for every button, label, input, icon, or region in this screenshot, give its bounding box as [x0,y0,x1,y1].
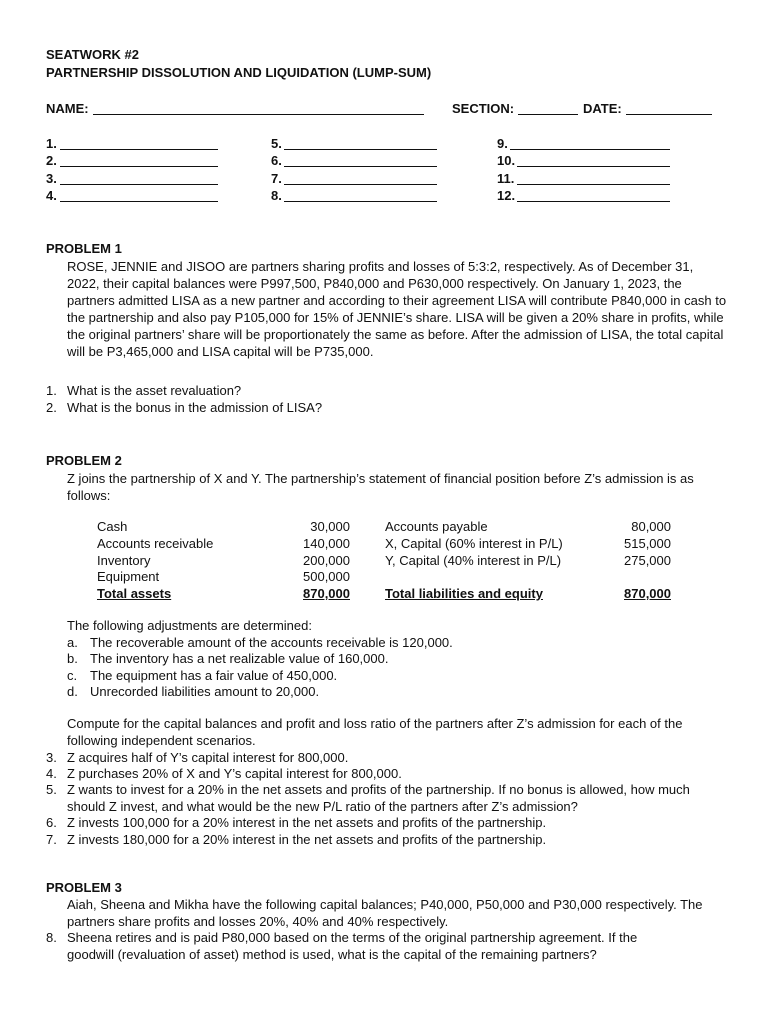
section-label: SECTION: [452,101,515,116]
problem1-text: ROSE, JENNIE and JISOO are partners sharing profits and losses of 5:3:2, respectively. As of December 31, 2022, their capital balances were P997,500, P840,000 and P630,000 respectively. On January 1, 2023, the partners admitted LISA as a new partner and according to their agreement LISA will contribute P840,000 in cash to the partnership and also pay P105,000 for 15% of JENNIE’s share. LISA will be given a 20% share in profits, while the original partners’ share will be proportionately the same as before. After the admission of LISA, the total capital will be P3,465,000 and LISA capital will be P735,000. [67,259,727,359]
date-blank[interactable] [626,114,712,115]
adjustment-letter: b. [67,651,78,666]
answer-number: 3. [46,171,57,186]
problem1-heading: PROBLEM 1 [46,241,122,256]
answer-number: 9. [497,136,508,151]
answer-blank[interactable] [284,184,437,185]
question-text: Z acquires half of Y’s capital interest for 800,000. [67,750,349,765]
question-number: 8. [46,930,57,945]
answer-blank[interactable] [284,149,437,150]
question-number: 3. [46,750,57,765]
problem2-heading: PROBLEM 2 [46,453,122,468]
asset-label: Accounts receivable [97,536,214,551]
answer-number: 12. [497,188,516,203]
total-assets-label: Total assets [97,586,172,601]
question-number: 2. [46,400,57,415]
adjustments-intro: The following adjustments are determined: [67,618,312,633]
liability-value: 515,000 [624,536,671,551]
question-text: Z invests 100,000 for a 20% interest in the net assets and profits of the partnership. [67,815,547,830]
question-number: 6. [46,815,57,830]
problem3-heading: PROBLEM 3 [46,880,122,895]
adjustment-text: The recoverable amount of the accounts receivable is 120,000. [90,635,453,650]
answer-number: 8. [271,188,282,203]
answer-blank[interactable] [60,201,218,202]
answer-blank[interactable] [60,184,218,185]
question-text: What is the bonus in the admission of LISA? [67,400,323,415]
question-text: Z wants to invest for a 20% in the net assets and profits of the partnership. If no bonus is allowed, how much should Z invest, and what would be the new P/L ratio of the partners after Z’s admission? [67,782,690,814]
liability-label: Y, Capital (40% interest in P/L) [385,553,562,568]
answer-number: 7. [271,171,282,186]
compute-text: Compute for the capital balances and profit and loss ratio of the partners after Z’s admission for each of the following independent scenarios. [67,716,683,748]
asset-value: 140,000 [303,536,350,551]
adjustment-text: The equipment has a fair value of 450,000. [90,668,338,683]
answer-blank[interactable] [284,166,437,167]
total-liabilities-label: Total liabilities and equity [385,586,543,601]
question-text: Sheena retires and is paid P80,000 based on the terms of the original partnership agreement. If the goodwill (revaluation of asset) method is used, what is the capital of the remaining partners? [67,930,638,962]
answer-number: 5. [271,136,282,151]
asset-label: Cash [97,519,128,534]
asset-label: Equipment [97,569,160,584]
answer-blank[interactable] [60,149,218,150]
section-blank[interactable] [518,114,578,115]
question-text: Z purchases 20% of X and Y’s capital interest for 800,000. [67,766,402,781]
question-number: 4. [46,766,57,781]
adjustment-letter: c. [67,668,78,683]
answer-number: 11. [497,171,515,186]
question-number: 5. [46,782,57,797]
name-label: NAME: [46,101,89,116]
adjustment-text: The inventory has a net realizable value of 160,000. [90,651,389,666]
total-assets-value: 870,000 [303,586,350,601]
adjustment-letter: d. [67,684,78,699]
answer-number: 1. [46,136,57,151]
answer-blank[interactable] [517,184,670,185]
problem3-text: Aiah, Sheena and Mikha have the following capital balances; P40,000, P50,000 and P30,000 respectively. The partners share profits and losses 20%, 40% and 40% respectively. [67,897,703,929]
asset-value: 30,000 [310,519,350,534]
answer-blank[interactable] [517,201,670,202]
answer-blank[interactable] [284,201,437,202]
answer-number: 2. [46,153,57,168]
liability-label: X, Capital (60% interest in P/L) [385,536,563,551]
answer-number: 10. [497,153,516,168]
date-label: DATE: [583,101,622,116]
adjustment-text: Unrecorded liabilities amount to 20,000. [90,684,320,699]
adjustment-letter: a. [67,635,78,650]
liability-label: Accounts payable [385,519,488,534]
asset-value: 500,000 [303,569,350,584]
worksheet-subtitle: PARTNERSHIP DISSOLUTION AND LIQUIDATION (LUMP-SUM) [46,65,432,80]
asset-value: 200,000 [303,553,350,568]
question-text: What is the asset revaluation? [67,383,242,398]
worksheet-title: SEATWORK #2 [46,47,139,62]
question-number: 7. [46,832,57,847]
asset-label: Inventory [97,553,151,568]
answer-number: 4. [46,188,57,203]
question-text: Z invests 180,000 for a 20% interest in the net assets and profits of the partnership. [67,832,547,847]
liability-value: 80,000 [631,519,671,534]
liability-value: 275,000 [624,553,671,568]
total-liabilities-value: 870,000 [624,586,671,601]
answer-blank[interactable] [517,166,670,167]
problem2-intro: Z joins the partnership of X and Y. The partnership’s statement of financial position before Z’s admission is as follows: [67,471,694,503]
answer-blank[interactable] [60,166,218,167]
answer-blank[interactable] [510,149,670,150]
answer-number: 6. [271,153,282,168]
name-blank[interactable] [93,114,424,115]
question-number: 1. [46,383,57,398]
